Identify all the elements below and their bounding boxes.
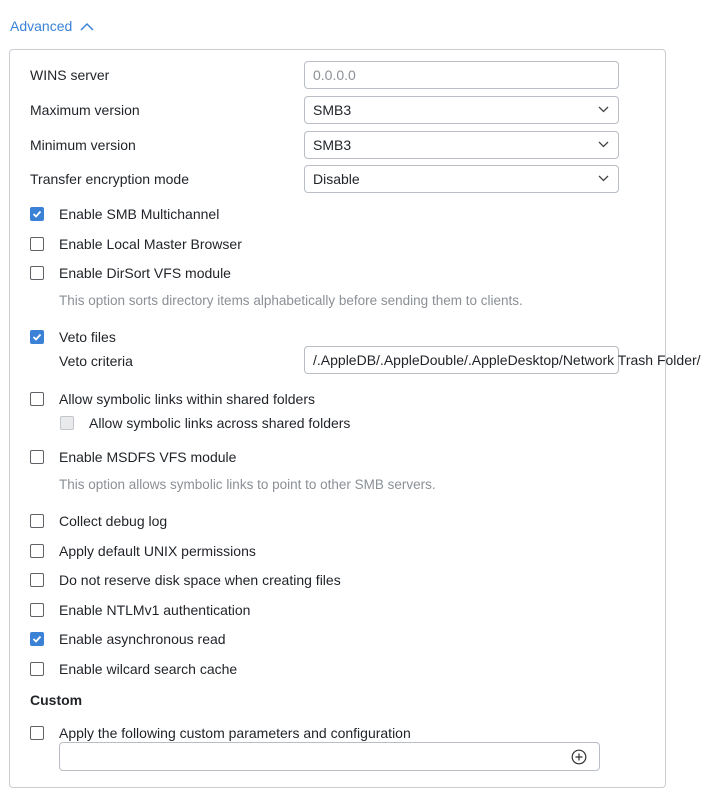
ntlmv1-label: Enable NTLMv1 authentication <box>59 602 251 618</box>
max-version-value: SMB3 <box>313 102 352 118</box>
chevron-down-icon <box>598 175 609 182</box>
no-reserve-label: Do not reserve disk space when creating files <box>59 572 341 588</box>
encryption-mode-value: Disable <box>313 171 360 187</box>
max-version-select[interactable] <box>304 96 619 124</box>
wins-server-input[interactable] <box>304 61 619 89</box>
debug-log-checkbox[interactable] <box>30 514 44 528</box>
veto-criteria-label: Veto criteria <box>59 353 133 369</box>
min-version-value: SMB3 <box>313 137 352 153</box>
msdfs-hint: This option allows symbolic links to point to other SMB servers. <box>59 477 436 492</box>
veto-files-label: Veto files <box>59 329 116 345</box>
symlinks-label: Allow symbolic links within shared folders <box>59 391 315 407</box>
custom-parameters-input[interactable] <box>59 742 600 771</box>
apply-custom-checkbox[interactable] <box>30 726 44 740</box>
min-version-label: Minimum version <box>30 137 136 153</box>
encryption-mode-label: Transfer encryption mode <box>30 171 189 187</box>
async-read-label: Enable asynchronous read <box>59 631 226 647</box>
veto-criteria-input[interactable] <box>304 346 701 374</box>
dirsort-checkbox[interactable] <box>30 266 44 280</box>
no-reserve-checkbox[interactable] <box>30 573 44 587</box>
msdfs-label: Enable MSDFS VFS module <box>59 449 237 465</box>
dirsort-hint: This option sorts directory items alphabetically before sending them to clients. <box>59 293 523 308</box>
async-read-checkbox[interactable] <box>30 632 44 646</box>
check-icon <box>32 332 42 342</box>
msdfs-checkbox[interactable] <box>30 450 44 464</box>
wins-server-label: WINS server <box>30 67 110 83</box>
unix-perms-label: Apply default UNIX permissions <box>59 543 256 559</box>
wildcard-cache-checkbox[interactable] <box>30 662 44 676</box>
symlinks-checkbox[interactable] <box>30 392 44 406</box>
local-master-checkbox[interactable] <box>30 237 44 251</box>
wildcard-cache-label: Enable wilcard search cache <box>59 661 238 677</box>
custom-section-title: Custom <box>30 692 83 708</box>
symlinks-across-label: Allow symbolic links across shared folders <box>89 415 351 431</box>
veto-criteria-value: /.AppleDB/.AppleDouble/.AppleDesktop/Network Trash Folder/ <box>313 352 701 368</box>
encryption-mode-select[interactable] <box>304 165 619 193</box>
wins-server-placeholder: 0.0.0.0 <box>313 67 356 83</box>
dirsort-label: Enable DirSort VFS module <box>59 265 231 281</box>
check-icon <box>32 634 42 644</box>
add-circle-icon[interactable] <box>571 749 587 765</box>
symlinks-across-checkbox[interactable] <box>60 416 74 430</box>
unix-perms-checkbox[interactable] <box>30 544 44 558</box>
chevron-up-icon <box>80 22 94 31</box>
advanced-toggle[interactable] <box>10 18 94 34</box>
apply-custom-label: Apply the following custom parameters and configuration <box>59 725 411 741</box>
multichannel-label: Enable SMB Multichannel <box>59 206 220 222</box>
veto-files-checkbox[interactable] <box>30 330 44 344</box>
chevron-down-icon <box>598 106 609 113</box>
min-version-select[interactable] <box>304 131 619 159</box>
local-master-label: Enable Local Master Browser <box>59 236 242 252</box>
debug-log-label: Collect debug log <box>59 513 168 529</box>
chevron-down-icon <box>598 141 609 148</box>
multichannel-checkbox[interactable] <box>30 207 44 221</box>
max-version-label: Maximum version <box>30 102 140 118</box>
advanced-label: Advanced <box>10 18 73 34</box>
check-icon <box>32 209 42 219</box>
ntlmv1-checkbox[interactable] <box>30 603 44 617</box>
